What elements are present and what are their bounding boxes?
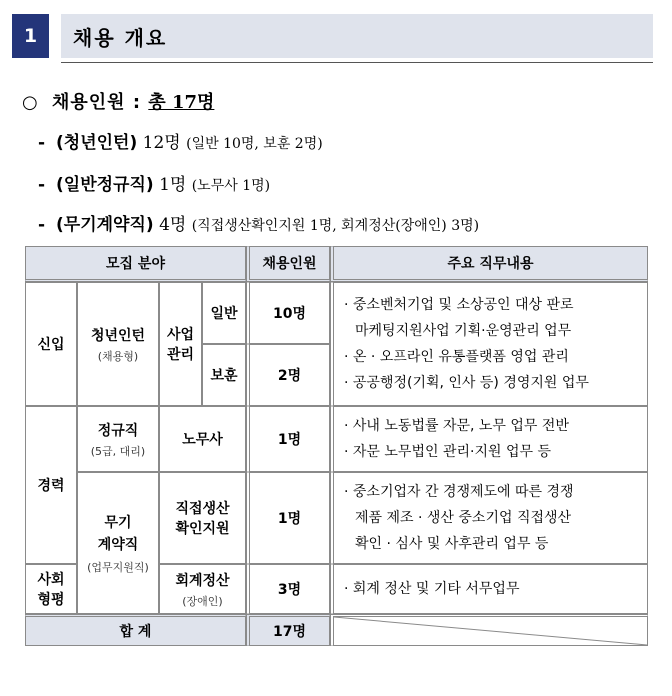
cell-direct-duties: · 중소기업자 간 경쟁제도에 따른 경쟁 제품 제조 · 생산 중소기업 직접생산 확인 · 심사 및 사후관리 업무 등	[330, 472, 648, 564]
cell-regular: 정규직 (5급, 대리)	[77, 406, 159, 472]
summary-item-regular: - (일반정규직) 1명 (노무사 1명)	[38, 175, 271, 195]
cell-general: 일반	[202, 282, 246, 344]
section-title: 채용 개요	[73, 25, 168, 50]
cell-veteran: 보훈	[202, 344, 246, 406]
total-duties-empty	[330, 614, 648, 646]
cell-labor-duties: · 사내 노동법률 자문, 노무 업무 전반 · 자문 노무법인 관리·지원 업무 등	[330, 406, 648, 472]
section-divider	[61, 62, 653, 63]
cell-veteran-count: 2명	[246, 344, 330, 406]
summary-item-intern: - (청년인턴) 12명 (일반 10명, 보훈 2명)	[38, 133, 323, 153]
header-field: 모집 분야	[25, 246, 246, 282]
section-header	[12, 14, 653, 58]
summary-total: 총 17명	[148, 92, 215, 113]
cell-direct-count: 1명	[246, 472, 330, 564]
cell-new-hire: 신입	[25, 282, 77, 406]
cell-contract: 무기 계약직 (업무지원직)	[77, 472, 159, 614]
cell-accounting-count: 3명	[246, 564, 330, 614]
cell-biz-mgmt: 사업 관리	[159, 282, 202, 406]
header-duties: 주요 직무내용	[330, 246, 648, 282]
cell-labor-count: 1명	[246, 406, 330, 472]
cell-experienced: 경력	[25, 406, 77, 564]
cell-intern: 청년인턴 (채용형)	[77, 282, 159, 406]
cell-accounting-duties: · 회계 정산 및 기타 서무업무	[330, 564, 648, 614]
cell-direct-prod: 직접생산 확인지원	[159, 472, 246, 564]
summary-label: 채용인원 :	[52, 92, 149, 113]
section-title-box	[61, 14, 653, 58]
cell-labor-attorney: 노무사	[159, 406, 246, 472]
diagonal-line	[334, 617, 647, 645]
total-count: 17명	[246, 614, 330, 646]
total-label: 합 계	[25, 614, 246, 646]
cell-intern-duties: · 중소벤처기업 및 소상공인 대상 판로 마케팅지원사업 기획·운영관리 업무 · 온 · 오프라인 유통플랫폼 영업 관리 · 공공행정(기획, 인사 등) 경영지원 업무	[330, 282, 648, 406]
cell-social: 사회 형평	[25, 564, 77, 614]
recruitment-table	[25, 246, 648, 646]
cell-accounting: 회계정산 (장애인)	[159, 564, 246, 614]
circle-bullet-icon: ○	[22, 92, 38, 113]
section-number: 1	[12, 14, 49, 58]
cell-general-count: 10명	[246, 282, 330, 344]
summary-headline	[22, 88, 214, 114]
summary-item-contract: - (무기계약직) 4명 (직접생산확인지원 1명, 회계정산(장애인) 3명)	[38, 215, 480, 235]
header-count: 채용인원	[246, 246, 330, 282]
